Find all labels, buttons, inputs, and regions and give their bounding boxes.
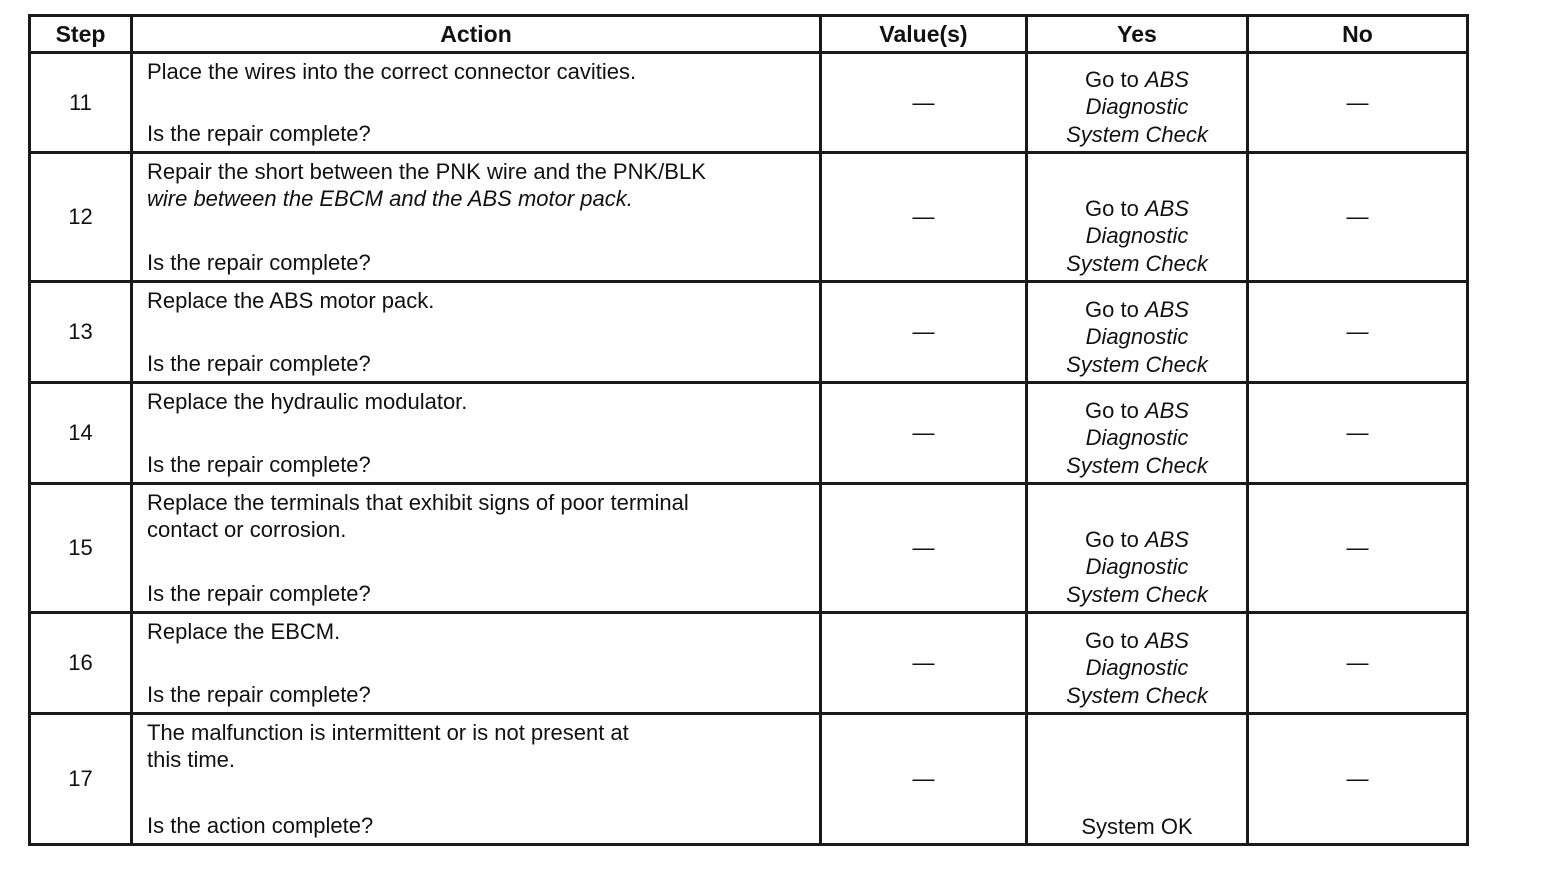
yes-link-system-check: System Check bbox=[1066, 250, 1208, 276]
value-cell: — bbox=[821, 153, 1027, 282]
action-instruction: Repair the short between the PNK wire and the PNK/BLK bbox=[147, 159, 706, 184]
action-question: Is the action complete? bbox=[147, 813, 374, 838]
action-instruction: Place the wires into the correct connector cavities. bbox=[147, 59, 637, 84]
action-cell bbox=[132, 714, 821, 845]
action-question: Is the repair complete? bbox=[147, 121, 371, 146]
value-cell: — bbox=[821, 484, 1027, 613]
action-question: Is the repair complete? bbox=[147, 351, 371, 376]
yes-link-abs: ABS bbox=[1144, 66, 1189, 92]
action-instruction: Replace the ABS motor pack. bbox=[147, 288, 435, 313]
yes-link-system-check: System Check bbox=[1066, 581, 1208, 607]
action-instruction-cont: contact or corrosion. bbox=[147, 517, 347, 542]
no-cell: — bbox=[1248, 383, 1468, 484]
table-row bbox=[30, 484, 1468, 613]
table-row bbox=[30, 153, 1468, 282]
table-row bbox=[30, 383, 1468, 484]
value-cell: — bbox=[821, 714, 1027, 845]
yes-link-abs: ABS bbox=[1144, 397, 1189, 423]
yes-cell bbox=[1027, 153, 1248, 282]
action-instruction: Replace the terminals that exhibit signs of poor terminal bbox=[147, 490, 689, 515]
no-cell: — bbox=[1248, 714, 1468, 845]
header-no: No bbox=[1248, 16, 1468, 53]
yes-link-system-check: System Check bbox=[1066, 682, 1208, 708]
yes-link-diagnostic: Diagnostic bbox=[1085, 94, 1189, 119]
yes-cell bbox=[1027, 53, 1248, 153]
yes-system-ok: System OK bbox=[1081, 813, 1193, 839]
yes-link-abs: ABS bbox=[1144, 526, 1189, 552]
action-instruction: The malfunction is intermittent or is not present at bbox=[147, 720, 629, 745]
yes-prefix: Go to bbox=[1085, 296, 1145, 322]
value-cell: — bbox=[821, 383, 1027, 484]
no-cell: — bbox=[1248, 153, 1468, 282]
value-cell: — bbox=[821, 282, 1027, 383]
action-cell bbox=[132, 613, 821, 714]
action-instruction: Replace the EBCM. bbox=[147, 619, 341, 644]
no-cell: — bbox=[1248, 484, 1468, 613]
table-row bbox=[30, 53, 1468, 153]
table-row bbox=[30, 714, 1468, 845]
yes-link-abs: ABS bbox=[1144, 195, 1189, 221]
yes-link-abs: ABS bbox=[1144, 627, 1189, 653]
action-instruction-cont: this time. bbox=[147, 747, 236, 772]
no-cell: — bbox=[1248, 282, 1468, 383]
action-question: Is the repair complete? bbox=[147, 682, 371, 707]
yes-link-diagnostic: Diagnostic bbox=[1085, 554, 1189, 579]
yes-prefix: Go to bbox=[1085, 526, 1145, 552]
action-cell bbox=[132, 383, 821, 484]
header-values: Value(s) bbox=[821, 16, 1027, 53]
yes-link-system-check: System Check bbox=[1066, 351, 1208, 377]
yes-cell bbox=[1027, 282, 1248, 383]
header-yes: Yes bbox=[1027, 16, 1248, 53]
yes-prefix: Go to bbox=[1085, 66, 1145, 92]
yes-cell bbox=[1027, 383, 1248, 484]
no-cell: — bbox=[1248, 613, 1468, 714]
step-number: 17 bbox=[30, 714, 132, 845]
action-instruction: Replace the hydraulic modulator. bbox=[147, 389, 468, 414]
action-cell bbox=[132, 282, 821, 383]
action-instruction-cont: wire between the EBCM and the ABS motor pack. bbox=[147, 186, 633, 211]
yes-cell bbox=[1027, 714, 1248, 845]
step-number: 13 bbox=[30, 282, 132, 383]
action-question: Is the repair complete? bbox=[147, 452, 371, 477]
table-row bbox=[30, 613, 1468, 714]
yes-link-abs: ABS bbox=[1144, 296, 1189, 322]
no-cell: — bbox=[1248, 53, 1468, 153]
step-number: 12 bbox=[30, 153, 132, 282]
step-number: 16 bbox=[30, 613, 132, 714]
yes-link-system-check: System Check bbox=[1066, 121, 1208, 147]
value-cell: — bbox=[821, 53, 1027, 153]
step-number: 11 bbox=[30, 53, 132, 153]
header-step: Step bbox=[30, 16, 132, 53]
value-cell: — bbox=[821, 613, 1027, 714]
yes-prefix: Go to bbox=[1085, 627, 1145, 653]
step-number: 14 bbox=[30, 383, 132, 484]
yes-prefix: Go to bbox=[1085, 195, 1145, 221]
yes-prefix: Go to bbox=[1085, 397, 1145, 423]
action-question: Is the repair complete? bbox=[147, 250, 371, 275]
yes-link-diagnostic: Diagnostic bbox=[1085, 223, 1189, 248]
table-row bbox=[30, 282, 1468, 383]
yes-link-diagnostic: Diagnostic bbox=[1085, 425, 1189, 450]
header-row bbox=[30, 16, 1468, 53]
yes-cell bbox=[1027, 613, 1248, 714]
action-cell bbox=[132, 484, 821, 613]
action-cell bbox=[132, 153, 821, 282]
action-question: Is the repair complete? bbox=[147, 581, 371, 606]
action-cell bbox=[132, 53, 821, 153]
yes-link-system-check: System Check bbox=[1066, 452, 1208, 478]
step-number: 15 bbox=[30, 484, 132, 613]
yes-link-diagnostic: Diagnostic bbox=[1085, 324, 1189, 349]
yes-cell bbox=[1027, 484, 1248, 613]
yes-link-diagnostic: Diagnostic bbox=[1085, 655, 1189, 680]
diagnostic-table bbox=[28, 14, 1469, 846]
header-action: Action bbox=[132, 16, 821, 53]
